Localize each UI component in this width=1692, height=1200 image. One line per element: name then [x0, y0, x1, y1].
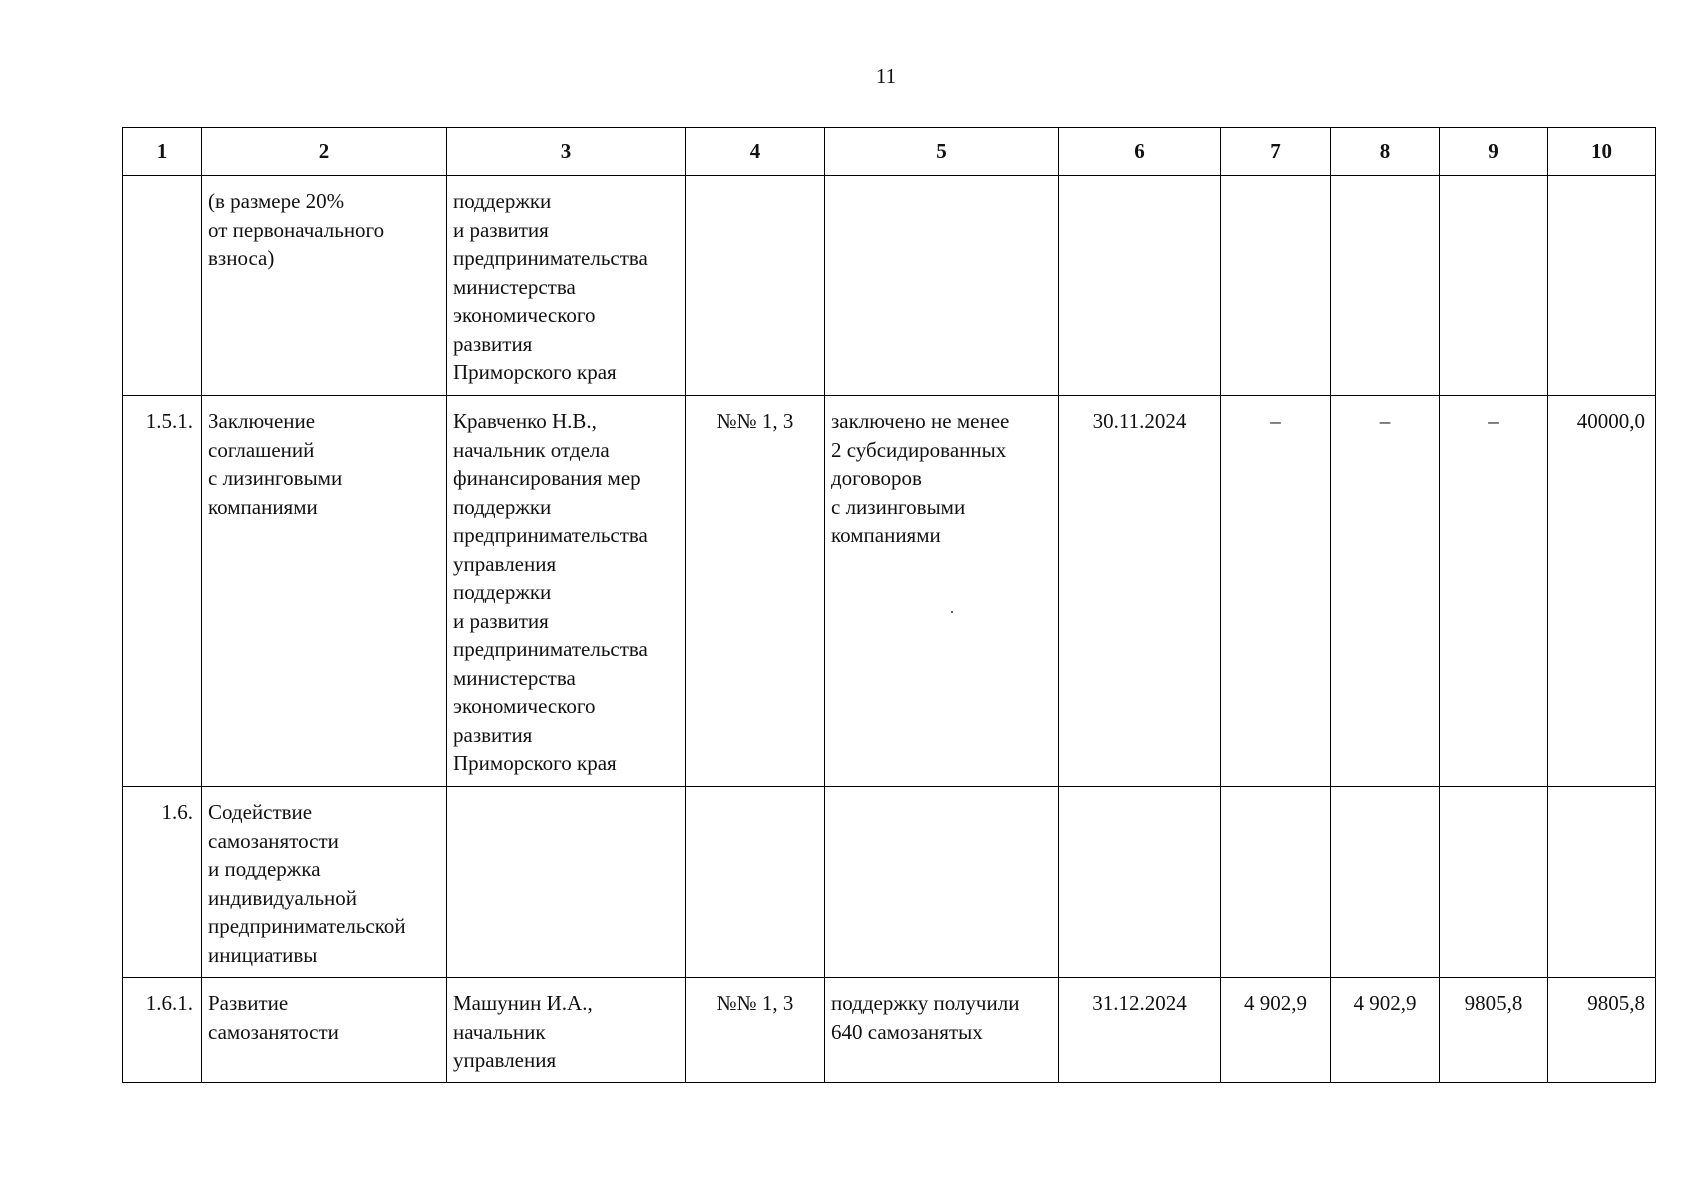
cell-text: Содействие самозанятости и поддержка индивидуальной предпринимательской инициативы: [208, 800, 406, 967]
cell-text: 9805,8: [1587, 991, 1645, 1015]
col-header-1: 1: [123, 128, 202, 176]
cell-number: [123, 176, 202, 396]
plan-table: [122, 127, 1656, 1083]
cell-text: заключено не менее 2 субсидированных договоров с лизинговыми компаниями: [831, 409, 1010, 547]
cell-reference: [686, 176, 825, 396]
cell-text: 9805,8: [1464, 991, 1523, 1015]
cell-activity: [202, 176, 447, 396]
cell-text: [1548, 787, 1655, 804]
page-number: 11: [875, 64, 897, 88]
cell-responsible: [447, 176, 686, 396]
cell-number: [123, 396, 202, 787]
cell-result: [825, 787, 1059, 978]
cell-text: 4 902,9: [1244, 991, 1307, 1015]
cell-value-8: [1331, 787, 1440, 978]
col-header-3: 3: [447, 128, 686, 176]
cell-text: [1440, 176, 1547, 193]
header-row: [123, 128, 1656, 176]
cell-text: [1331, 176, 1439, 193]
cell-text: [1221, 787, 1330, 804]
cell-date: [1059, 787, 1221, 978]
cell-activity: [202, 978, 447, 1083]
cell-date: [1059, 978, 1221, 1083]
cell-text: 4 902,9: [1353, 991, 1417, 1015]
table-row: [123, 176, 1656, 396]
cell-value-8: [1331, 978, 1440, 1083]
cell-value-10: [1548, 396, 1656, 787]
cell-activity: [202, 396, 447, 787]
cell-text: 31.12.2024: [1092, 991, 1187, 1015]
cell-text: [447, 787, 685, 804]
cell-text: [1440, 787, 1547, 804]
cell-date: [1059, 176, 1221, 396]
scan-speck: [951, 611, 953, 613]
cell-text: –: [1379, 409, 1391, 433]
cell-text: 1.5.1.: [145, 409, 193, 433]
cell-text: [1059, 787, 1220, 804]
table-row: [123, 978, 1656, 1083]
cell-reference: [686, 396, 825, 787]
cell-reference: [686, 787, 825, 978]
cell-value-9: [1440, 787, 1548, 978]
cell-text: [1221, 176, 1330, 193]
cell-responsible: [447, 396, 686, 787]
cell-result: [825, 978, 1059, 1083]
cell-value-9: [1440, 978, 1548, 1083]
cell-text: [1548, 176, 1655, 193]
cell-text: 30.11.2024: [1092, 409, 1187, 433]
cell-text: (в размере 20% от первоначального взноса): [208, 189, 385, 270]
cell-text: №№ 1, 3: [716, 409, 794, 433]
cell-date: [1059, 396, 1221, 787]
cell-text: поддержки и развития предпринимательства министерства экономического развития Приморского края: [453, 189, 648, 384]
cell-text: [1059, 176, 1220, 193]
cell-value-10: [1548, 787, 1656, 978]
cell-text: [686, 787, 824, 804]
cell-value-9: [1440, 176, 1548, 396]
cell-text: 1.6.1.: [145, 991, 193, 1015]
cell-activity: [202, 787, 447, 978]
table-row: [123, 787, 1656, 978]
cell-value-8: [1331, 396, 1440, 787]
cell-text: Заключение соглашений с лизинговыми компаниями: [208, 409, 343, 519]
cell-text: [825, 176, 1058, 193]
cell-text: [123, 176, 201, 193]
cell-value-10: [1548, 978, 1656, 1083]
cell-text: №№ 1, 3: [716, 991, 794, 1015]
col-header-9: 9: [1440, 128, 1548, 176]
cell-text: Машунин И.А., начальник управления: [453, 991, 593, 1072]
cell-responsible: [447, 978, 686, 1083]
cell-value-7: [1221, 787, 1331, 978]
cell-value-7: [1221, 396, 1331, 787]
cell-result: [825, 396, 1059, 787]
cell-number: [123, 978, 202, 1083]
cell-value-7: [1221, 978, 1331, 1083]
cell-text: 40000,0: [1576, 409, 1645, 433]
col-header-4: 4: [686, 128, 825, 176]
cell-value-7: [1221, 176, 1331, 396]
cell-number: [123, 787, 202, 978]
cell-value-9: [1440, 396, 1548, 787]
cell-value-8: [1331, 176, 1440, 396]
cell-text: [825, 787, 1058, 804]
cell-text: поддержку получили 640 самозанятых: [831, 991, 1020, 1044]
cell-text: Кравченко Н.В., начальник отдела финансирования мер поддержки предпринимательства управления поддержки и развития предпринимательства министерства экономического развития Приморского края: [453, 409, 648, 775]
col-header-10: 10: [1548, 128, 1656, 176]
col-header-7: 7: [1221, 128, 1331, 176]
cell-text: [1331, 787, 1439, 804]
cell-value-10: [1548, 176, 1656, 396]
cell-text: Развитие самозанятости: [208, 991, 339, 1044]
cell-reference: [686, 978, 825, 1083]
cell-responsible: [447, 787, 686, 978]
col-header-6: 6: [1059, 128, 1221, 176]
table-row: [123, 396, 1656, 787]
cell-text: –: [1270, 409, 1281, 433]
cell-text: [686, 176, 824, 193]
cell-result: [825, 176, 1059, 396]
col-header-5: 5: [825, 128, 1059, 176]
cell-text: –: [1488, 409, 1499, 433]
col-header-8: 8: [1331, 128, 1440, 176]
cell-text: 1.6.: [161, 800, 193, 824]
col-header-2: 2: [202, 128, 447, 176]
